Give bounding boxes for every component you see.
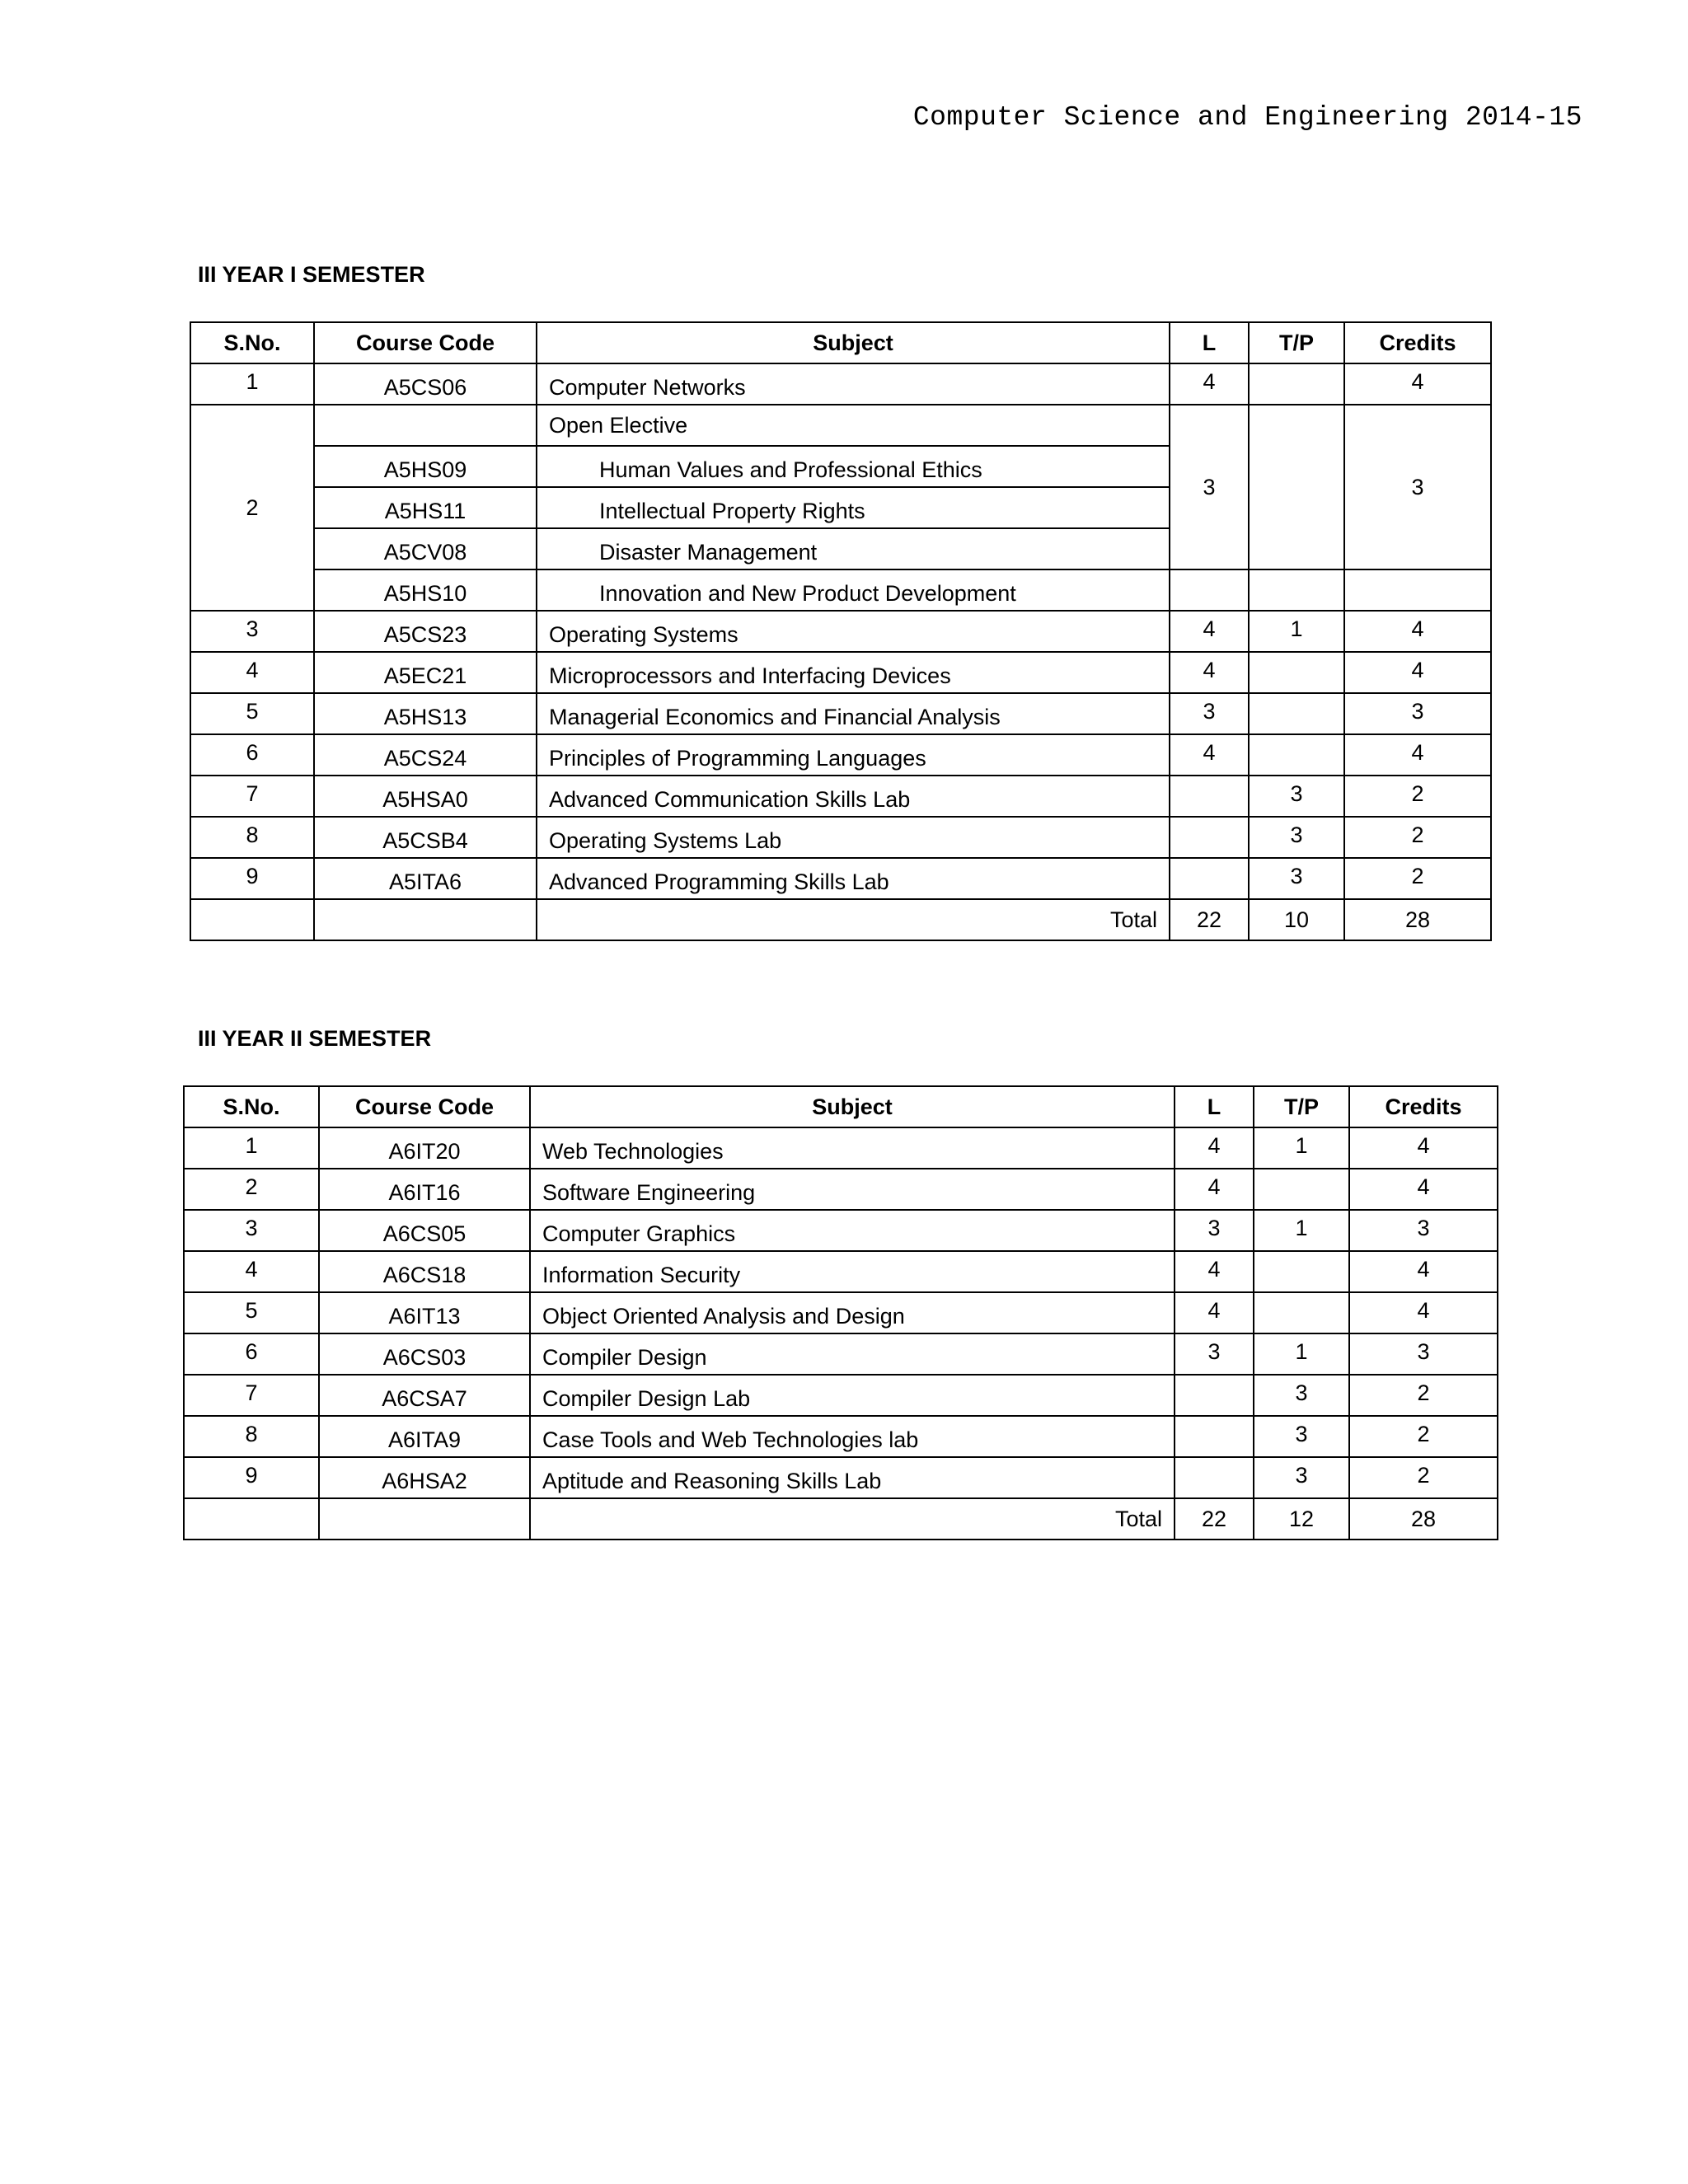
cell-l: 3 — [1175, 1333, 1254, 1375]
cell-course-code — [319, 1498, 530, 1540]
cell-l: 4 — [1175, 1169, 1254, 1210]
cell-tp: 1 — [1254, 1333, 1349, 1375]
cell-subject: Microprocessors and Interfacing Devices — [537, 652, 1170, 693]
table-row — [184, 1127, 1498, 1169]
cell-l: 4 — [1175, 1251, 1254, 1292]
cell-course-code: A6IT13 — [319, 1292, 530, 1333]
elective-row — [190, 569, 1491, 611]
cell-credits: 3 — [1349, 1333, 1498, 1375]
cell-subject: Managerial Economics and Financial Analysis — [537, 693, 1170, 734]
cell-course-code: A5CSB4 — [314, 817, 537, 858]
cell-credits: 4 — [1344, 363, 1491, 405]
cell-sno: 8 — [184, 1416, 319, 1457]
cell-l — [1170, 569, 1249, 611]
cell-subject: Web Technologies — [530, 1127, 1175, 1169]
table-header-row — [184, 1086, 1498, 1127]
table-row-open-elective — [190, 405, 1491, 446]
cell-credits: 3 — [1344, 693, 1491, 734]
semester-1-title: III YEAR I SEMESTER — [198, 262, 425, 287]
table-row — [190, 363, 1491, 405]
cell-credits: 4 — [1344, 652, 1491, 693]
cell-l: 4 — [1175, 1127, 1254, 1169]
cell-tp — [1249, 652, 1344, 693]
cell-subject: Operating Systems Lab — [537, 817, 1170, 858]
cell-l — [1170, 776, 1249, 817]
cell-sno: 2 — [190, 405, 314, 611]
cell-course-code — [314, 899, 537, 940]
cell-tp: 3 — [1254, 1375, 1349, 1416]
cell-tp: 3 — [1249, 817, 1344, 858]
table-row — [184, 1169, 1498, 1210]
cell-l: 4 — [1170, 363, 1249, 405]
cell-credits — [1344, 569, 1491, 611]
table-row — [184, 1251, 1498, 1292]
cell-l: 4 — [1170, 652, 1249, 693]
table-header-row — [190, 322, 1491, 363]
cell-tp: 3 — [1254, 1457, 1349, 1498]
semester-1-table — [190, 321, 1492, 941]
cell-l: 3 — [1170, 405, 1249, 569]
table-row — [184, 1457, 1498, 1498]
cell-course-code: A6ITA9 — [319, 1416, 530, 1457]
cell-credits: 2 — [1349, 1375, 1498, 1416]
cell-course-code: A5HS09 — [314, 446, 537, 487]
document-header: Computer Science and Engineering 2014-15 — [912, 102, 1582, 133]
cell-l — [1175, 1416, 1254, 1457]
cell-sno: 6 — [190, 734, 314, 776]
cell-course-code: A5HSA0 — [314, 776, 537, 817]
cell-subject: Human Values and Professional Ethics — [537, 446, 1170, 487]
cell-l — [1175, 1375, 1254, 1416]
cell-tp: 3 — [1254, 1416, 1349, 1457]
cell-subject: Aptitude and Reasoning Skills Lab — [530, 1457, 1175, 1498]
cell-tp: 1 — [1249, 611, 1344, 652]
cell-subject: Case Tools and Web Technologies lab — [530, 1416, 1175, 1457]
cell-tp — [1249, 363, 1344, 405]
cell-subject: Computer Graphics — [530, 1210, 1175, 1251]
cell-course-code: A5CS24 — [314, 734, 537, 776]
cell-l — [1170, 817, 1249, 858]
cell-course-code: A5HS13 — [314, 693, 537, 734]
table-row — [190, 611, 1491, 652]
cell-credits: 3 — [1344, 405, 1491, 569]
cell-tp: 3 — [1249, 858, 1344, 899]
total-row — [190, 899, 1491, 940]
total-l: 22 — [1170, 899, 1249, 940]
cell-credits: 2 — [1344, 817, 1491, 858]
cell-sno: 1 — [190, 363, 314, 405]
cell-tp: 1 — [1254, 1210, 1349, 1251]
cell-tp — [1249, 405, 1344, 569]
open-elective-heading: Open Elective — [537, 405, 1170, 446]
column-header-subject: Subject — [537, 322, 1170, 363]
cell-subject: Advanced Programming Skills Lab — [537, 858, 1170, 899]
cell-course-code: A5ITA6 — [314, 858, 537, 899]
cell-subject: Compiler Design — [530, 1333, 1175, 1375]
total-tp: 10 — [1249, 899, 1344, 940]
cell-course-code: A6CS05 — [319, 1210, 530, 1251]
column-header-course-code: Course Code — [319, 1086, 530, 1127]
cell-subject: Intellectual Property Rights — [537, 487, 1170, 528]
total-label: Total — [537, 899, 1170, 940]
cell-credits: 4 — [1349, 1292, 1498, 1333]
table-row — [190, 776, 1491, 817]
cell-course-code: A5CS23 — [314, 611, 537, 652]
cell-course-code: A6CS03 — [319, 1333, 530, 1375]
cell-credits: 3 — [1349, 1210, 1498, 1251]
cell-sno: 9 — [184, 1457, 319, 1498]
cell-tp: 3 — [1249, 776, 1344, 817]
total-credits: 28 — [1349, 1498, 1498, 1540]
cell-l — [1175, 1457, 1254, 1498]
cell-credits: 2 — [1349, 1416, 1498, 1457]
cell-sno: 7 — [190, 776, 314, 817]
cell-credits: 4 — [1349, 1127, 1498, 1169]
cell-credits: 2 — [1349, 1457, 1498, 1498]
cell-subject: Information Security — [530, 1251, 1175, 1292]
cell-sno: 1 — [184, 1127, 319, 1169]
cell-course-code: A5EC21 — [314, 652, 537, 693]
cell-sno: 4 — [184, 1251, 319, 1292]
cell-subject: Advanced Communication Skills Lab — [537, 776, 1170, 817]
table-row — [190, 693, 1491, 734]
cell-course-code: A5CV08 — [314, 528, 537, 569]
cell-subject: Principles of Programming Languages — [537, 734, 1170, 776]
table-row — [184, 1333, 1498, 1375]
column-header-credits: Credits — [1349, 1086, 1498, 1127]
cell-subject: Innovation and New Product Development — [537, 569, 1170, 611]
cell-credits: 4 — [1344, 734, 1491, 776]
total-label: Total — [530, 1498, 1175, 1540]
cell-tp: 1 — [1254, 1127, 1349, 1169]
cell-sno — [190, 899, 314, 940]
cell-sno: 4 — [190, 652, 314, 693]
column-header-course-code: Course Code — [314, 322, 537, 363]
cell-credits: 4 — [1349, 1169, 1498, 1210]
table-row — [184, 1292, 1498, 1333]
cell-sno: 3 — [190, 611, 314, 652]
column-header-credits: Credits — [1344, 322, 1491, 363]
cell-subject: Compiler Design Lab — [530, 1375, 1175, 1416]
cell-tp — [1249, 693, 1344, 734]
cell-credits: 4 — [1349, 1251, 1498, 1292]
table-row — [184, 1375, 1498, 1416]
cell-subject: Computer Networks — [537, 363, 1170, 405]
cell-sno: 9 — [190, 858, 314, 899]
total-tp: 12 — [1254, 1498, 1349, 1540]
table-row — [190, 858, 1491, 899]
total-l: 22 — [1175, 1498, 1254, 1540]
cell-subject: Object Oriented Analysis and Design — [530, 1292, 1175, 1333]
cell-course-code: A6CSA7 — [319, 1375, 530, 1416]
table-row — [184, 1416, 1498, 1457]
semester-2-title: III YEAR II SEMESTER — [198, 1026, 432, 1051]
cell-sno: 7 — [184, 1375, 319, 1416]
total-row — [184, 1498, 1498, 1540]
cell-course-code: A5CS06 — [314, 363, 537, 405]
cell-credits: 2 — [1344, 776, 1491, 817]
column-header-tp: T/P — [1254, 1086, 1349, 1127]
column-header-l: L — [1170, 322, 1249, 363]
cell-l: 4 — [1170, 734, 1249, 776]
cell-tp — [1254, 1292, 1349, 1333]
table-row — [190, 817, 1491, 858]
cell-l: 4 — [1170, 611, 1249, 652]
cell-tp — [1254, 1251, 1349, 1292]
cell-course-code: A6HSA2 — [319, 1457, 530, 1498]
cell-credits: 2 — [1344, 858, 1491, 899]
cell-sno: 6 — [184, 1333, 319, 1375]
cell-credits: 4 — [1344, 611, 1491, 652]
cell-tp — [1249, 734, 1344, 776]
cell-l: 3 — [1170, 693, 1249, 734]
cell-l — [1170, 858, 1249, 899]
cell-course-code: A6IT20 — [319, 1127, 530, 1169]
cell-sno: 5 — [184, 1292, 319, 1333]
cell-tp — [1249, 569, 1344, 611]
cell-course-code: A6CS18 — [319, 1251, 530, 1292]
cell-course-code: A5HS10 — [314, 569, 537, 611]
column-header-sno: S.No. — [184, 1086, 319, 1127]
cell-course-code — [314, 405, 537, 446]
cell-subject: Operating Systems — [537, 611, 1170, 652]
table-row — [190, 652, 1491, 693]
column-header-l: L — [1175, 1086, 1254, 1127]
cell-subject: Software Engineering — [530, 1169, 1175, 1210]
column-header-subject: Subject — [530, 1086, 1175, 1127]
cell-sno: 3 — [184, 1210, 319, 1251]
cell-l: 4 — [1175, 1292, 1254, 1333]
table-row — [184, 1210, 1498, 1251]
table-row — [190, 734, 1491, 776]
semester-2-table — [183, 1085, 1498, 1540]
cell-subject: Disaster Management — [537, 528, 1170, 569]
total-credits: 28 — [1344, 899, 1491, 940]
cell-course-code: A5HS11 — [314, 487, 537, 528]
column-header-tp: T/P — [1249, 322, 1344, 363]
cell-sno: 2 — [184, 1169, 319, 1210]
cell-tp — [1254, 1169, 1349, 1210]
cell-sno: 5 — [190, 693, 314, 734]
cell-course-code: A6IT16 — [319, 1169, 530, 1210]
cell-sno: 8 — [190, 817, 314, 858]
column-header-sno: S.No. — [190, 322, 314, 363]
cell-l: 3 — [1175, 1210, 1254, 1251]
cell-sno — [184, 1498, 319, 1540]
